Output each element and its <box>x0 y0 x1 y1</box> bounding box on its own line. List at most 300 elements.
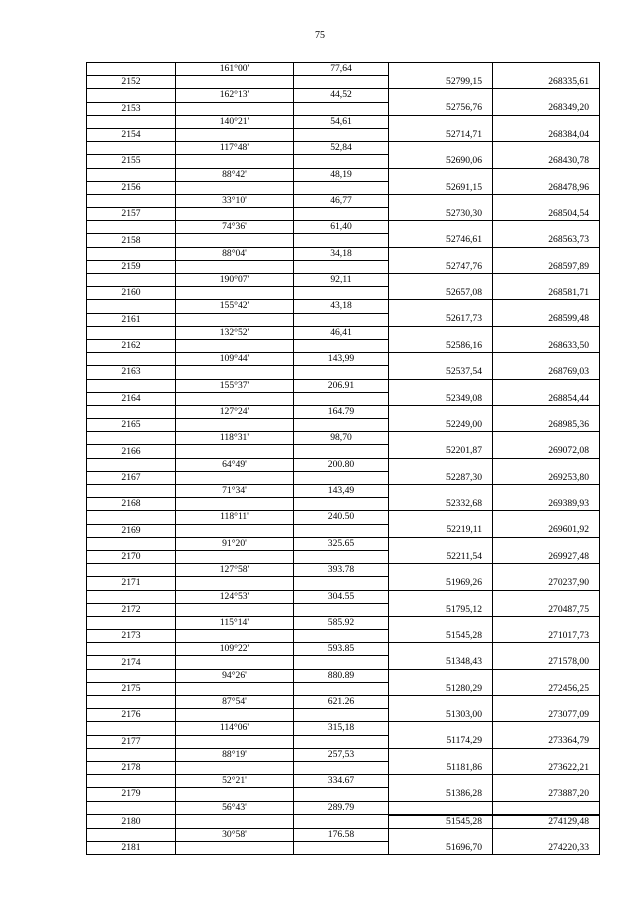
empty-cell <box>176 577 294 590</box>
point-id-cell: 2159 <box>87 260 176 273</box>
y-coordinate-cell: 273622,21 <box>493 761 600 774</box>
empty-cell <box>87 722 176 735</box>
empty-cell <box>294 102 389 115</box>
empty-cell <box>389 748 493 761</box>
empty-cell <box>493 722 600 735</box>
y-coordinate-cell: 269389,93 <box>493 498 600 511</box>
empty-cell <box>176 498 294 511</box>
empty-cell <box>493 775 600 788</box>
y-coordinate-cell: 271017,73 <box>493 630 600 643</box>
empty-cell <box>389 696 493 709</box>
y-coordinate-cell: 268581,71 <box>493 287 600 300</box>
empty-cell <box>389 590 493 603</box>
empty-cell <box>294 445 389 458</box>
angle-cell: 30°58' <box>176 828 294 841</box>
empty-cell <box>493 115 600 128</box>
distance-cell: 52,84 <box>294 142 389 155</box>
point-row <box>87 419 600 432</box>
y-coordinate-cell: 273364,79 <box>493 735 600 748</box>
point-row <box>87 208 600 221</box>
angle-cell: 109°22' <box>176 643 294 656</box>
point-id-cell: 2178 <box>87 761 176 774</box>
angle-row <box>87 643 600 656</box>
y-coordinate-cell: 273077,09 <box>493 709 600 722</box>
empty-cell <box>389 168 493 181</box>
angle-row <box>87 221 600 234</box>
angle-row <box>87 168 600 181</box>
distance-cell: 240.50 <box>294 511 389 524</box>
empty-cell <box>176 842 294 855</box>
empty-cell <box>493 63 600 76</box>
angle-row <box>87 63 600 76</box>
empty-cell <box>493 326 600 339</box>
distance-cell: 143,49 <box>294 485 389 498</box>
empty-cell <box>87 115 176 128</box>
angle-row <box>87 89 600 102</box>
point-id-cell: 2165 <box>87 419 176 432</box>
page-number: 75 <box>315 30 325 41</box>
point-id-cell: 2180 <box>87 815 176 829</box>
empty-cell <box>294 498 389 511</box>
empty-cell <box>87 748 176 761</box>
angle-cell: 109°44' <box>176 353 294 366</box>
distance-cell: 46,41 <box>294 326 389 339</box>
empty-cell <box>493 485 600 498</box>
point-row <box>87 656 600 669</box>
empty-cell <box>294 208 389 221</box>
x-coordinate-cell: 52332,68 <box>389 498 493 511</box>
angle-row <box>87 326 600 339</box>
angle-row <box>87 696 600 709</box>
empty-cell <box>87 274 176 287</box>
empty-cell <box>493 168 600 181</box>
angle-row <box>87 669 600 682</box>
empty-cell <box>176 630 294 643</box>
point-row <box>87 339 600 352</box>
x-coordinate-cell: 52746,61 <box>389 234 493 247</box>
angle-cell: 88°04' <box>176 247 294 260</box>
empty-cell <box>87 194 176 207</box>
y-coordinate-cell: 274129,48 <box>493 815 600 829</box>
angle-row <box>87 590 600 603</box>
empty-cell <box>493 247 600 260</box>
point-id-cell: 2172 <box>87 603 176 616</box>
point-id-cell: 2170 <box>87 550 176 563</box>
angle-row <box>87 748 600 761</box>
empty-cell <box>389 379 493 392</box>
point-row <box>87 682 600 695</box>
empty-cell <box>87 142 176 155</box>
empty-cell <box>294 656 389 669</box>
distance-cell: 143,99 <box>294 353 389 366</box>
angle-cell: 115°14' <box>176 616 294 629</box>
point-id-cell: 2161 <box>87 313 176 326</box>
empty-cell <box>389 115 493 128</box>
empty-cell <box>389 458 493 471</box>
y-coordinate-cell: 272456,25 <box>493 682 600 695</box>
empty-cell <box>389 643 493 656</box>
empty-cell <box>176 102 294 115</box>
point-row <box>87 471 600 484</box>
empty-cell <box>87 432 176 445</box>
empty-cell <box>176 366 294 379</box>
empty-cell <box>294 339 389 352</box>
angle-row <box>87 722 600 735</box>
empty-cell <box>389 300 493 313</box>
angle-cell: 52°21' <box>176 775 294 788</box>
distance-cell: 34,18 <box>294 247 389 260</box>
y-coordinate-cell: 268349,20 <box>493 102 600 115</box>
empty-cell <box>87 89 176 102</box>
empty-cell <box>389 801 493 815</box>
coordinates-table-body <box>87 63 600 855</box>
distance-cell: 176.58 <box>294 828 389 841</box>
x-coordinate-cell: 51174,29 <box>389 735 493 748</box>
point-id-cell: 2171 <box>87 577 176 590</box>
angle-row <box>87 300 600 313</box>
point-row <box>87 234 600 247</box>
angle-row <box>87 142 600 155</box>
point-id-cell: 2163 <box>87 366 176 379</box>
x-coordinate-cell: 51181,86 <box>389 761 493 774</box>
empty-cell <box>176 208 294 221</box>
point-row <box>87 102 600 115</box>
angle-cell: 71°34' <box>176 485 294 498</box>
empty-cell <box>87 221 176 234</box>
empty-cell <box>389 353 493 366</box>
angle-row <box>87 485 600 498</box>
point-id-cell: 2176 <box>87 709 176 722</box>
point-row <box>87 366 600 379</box>
empty-cell <box>176 313 294 326</box>
empty-cell <box>493 564 600 577</box>
angle-cell: 124°53' <box>176 590 294 603</box>
empty-cell <box>294 76 389 89</box>
distance-cell: 257,53 <box>294 748 389 761</box>
empty-cell <box>389 564 493 577</box>
point-id-cell: 2179 <box>87 788 176 801</box>
y-coordinate-cell: 270487,75 <box>493 603 600 616</box>
y-coordinate-cell: 268563,73 <box>493 234 600 247</box>
y-coordinate-cell: 274220,33 <box>493 842 600 855</box>
empty-cell <box>87 300 176 313</box>
point-id-cell: 2155 <box>87 155 176 168</box>
point-id-cell: 2167 <box>87 471 176 484</box>
angle-cell: 132°52' <box>176 326 294 339</box>
point-id-cell: 2164 <box>87 392 176 405</box>
empty-cell <box>389 221 493 234</box>
angle-cell: 91°20' <box>176 537 294 550</box>
point-id-cell: 2156 <box>87 181 176 194</box>
empty-cell <box>389 326 493 339</box>
empty-cell <box>389 405 493 418</box>
distance-cell: 98,70 <box>294 432 389 445</box>
empty-cell <box>87 247 176 260</box>
empty-cell <box>493 537 600 550</box>
angle-cell: 161°00' <box>176 63 294 76</box>
empty-cell <box>176 419 294 432</box>
x-coordinate-cell: 51280,29 <box>389 682 493 695</box>
angle-row <box>87 511 600 524</box>
empty-cell <box>389 274 493 287</box>
y-coordinate-cell: 268335,61 <box>493 76 600 89</box>
point-id-cell: 2169 <box>87 524 176 537</box>
empty-cell <box>493 590 600 603</box>
angle-cell: 162°13' <box>176 89 294 102</box>
point-id-cell: 2175 <box>87 682 176 695</box>
angle-cell: 94°26' <box>176 669 294 682</box>
distance-cell: 585.92 <box>294 616 389 629</box>
empty-cell <box>294 313 389 326</box>
empty-cell <box>176 761 294 774</box>
angle-cell: 88°42' <box>176 168 294 181</box>
angle-row <box>87 405 600 418</box>
point-row <box>87 260 600 273</box>
angle-cell: 140°21' <box>176 115 294 128</box>
angle-row <box>87 274 600 287</box>
distance-cell: 200.80 <box>294 458 389 471</box>
point-row <box>87 392 600 405</box>
empty-cell <box>389 142 493 155</box>
empty-cell <box>176 234 294 247</box>
distance-cell: 334.67 <box>294 775 389 788</box>
distance-cell: 92,11 <box>294 274 389 287</box>
y-coordinate-cell: 269927,48 <box>493 550 600 563</box>
y-coordinate-cell: 268985,36 <box>493 419 600 432</box>
empty-cell <box>176 682 294 695</box>
empty-cell <box>87 485 176 498</box>
distance-cell: 304.55 <box>294 590 389 603</box>
point-row <box>87 709 600 722</box>
point-row <box>87 761 600 774</box>
empty-cell <box>493 458 600 471</box>
distance-cell: 880.89 <box>294 669 389 682</box>
point-id-cell: 2154 <box>87 128 176 141</box>
point-row <box>87 181 600 194</box>
empty-cell <box>176 788 294 801</box>
empty-cell <box>87 168 176 181</box>
angle-row <box>87 775 600 788</box>
empty-cell <box>493 828 600 841</box>
y-coordinate-cell: 268597,89 <box>493 260 600 273</box>
angle-cell: 56°43' <box>176 801 294 815</box>
angle-cell: 33°10' <box>176 194 294 207</box>
empty-cell <box>87 63 176 76</box>
x-coordinate-cell: 52349,08 <box>389 392 493 405</box>
distance-cell: 621.26 <box>294 696 389 709</box>
point-id-cell: 2173 <box>87 630 176 643</box>
point-row <box>87 313 600 326</box>
empty-cell <box>493 643 600 656</box>
empty-cell <box>493 696 600 709</box>
distance-cell: 61,40 <box>294 221 389 234</box>
y-coordinate-cell: 268854,44 <box>493 392 600 405</box>
y-coordinate-cell: 268478,96 <box>493 181 600 194</box>
empty-cell <box>294 709 389 722</box>
angle-row <box>87 353 600 366</box>
distance-cell: 393.78 <box>294 564 389 577</box>
x-coordinate-cell: 52657,08 <box>389 287 493 300</box>
distance-cell: 77,64 <box>294 63 389 76</box>
angle-cell: 127°24' <box>176 405 294 418</box>
empty-cell <box>87 616 176 629</box>
empty-cell <box>176 445 294 458</box>
point-id-cell: 2157 <box>87 208 176 221</box>
empty-cell <box>294 550 389 563</box>
angle-cell: 190°07' <box>176 274 294 287</box>
angle-cell: 155°42' <box>176 300 294 313</box>
x-coordinate-cell: 51348,43 <box>389 656 493 669</box>
y-coordinate-cell: 268504,54 <box>493 208 600 221</box>
point-row <box>87 815 600 829</box>
angle-cell: 117°48' <box>176 142 294 155</box>
angle-cell: 114°06' <box>176 722 294 735</box>
point-row <box>87 735 600 748</box>
distance-cell: 206.91 <box>294 379 389 392</box>
point-row <box>87 842 600 855</box>
empty-cell <box>87 353 176 366</box>
empty-cell <box>389 194 493 207</box>
y-coordinate-cell: 268430,78 <box>493 155 600 168</box>
empty-cell <box>176 181 294 194</box>
empty-cell <box>87 801 176 815</box>
y-coordinate-cell: 273887,20 <box>493 788 600 801</box>
angle-row <box>87 115 600 128</box>
point-row <box>87 155 600 168</box>
empty-cell <box>294 471 389 484</box>
point-id-cell: 2181 <box>87 842 176 855</box>
point-row <box>87 76 600 89</box>
empty-cell <box>294 287 389 300</box>
empty-cell <box>493 405 600 418</box>
empty-cell <box>294 788 389 801</box>
empty-cell <box>87 669 176 682</box>
empty-cell <box>389 537 493 550</box>
empty-cell <box>294 630 389 643</box>
distance-cell: 54,61 <box>294 115 389 128</box>
angle-cell: 118°31' <box>176 432 294 445</box>
empty-cell <box>176 709 294 722</box>
empty-cell <box>389 511 493 524</box>
x-coordinate-cell: 52690,06 <box>389 155 493 168</box>
point-row <box>87 603 600 616</box>
point-row <box>87 445 600 458</box>
empty-cell <box>176 550 294 563</box>
y-coordinate-cell: 271578,00 <box>493 656 600 669</box>
empty-cell <box>389 247 493 260</box>
empty-cell <box>493 616 600 629</box>
point-row <box>87 287 600 300</box>
x-coordinate-cell: 51969,26 <box>389 577 493 590</box>
y-coordinate-cell: 269253,80 <box>493 471 600 484</box>
empty-cell <box>389 616 493 629</box>
angle-row <box>87 458 600 471</box>
angle-row <box>87 194 600 207</box>
empty-cell <box>87 828 176 841</box>
empty-cell <box>176 339 294 352</box>
point-id-cell: 2177 <box>87 735 176 748</box>
empty-cell <box>294 524 389 537</box>
point-row <box>87 550 600 563</box>
empty-cell <box>294 128 389 141</box>
empty-cell <box>493 511 600 524</box>
x-coordinate-cell: 52219,11 <box>389 524 493 537</box>
empty-cell <box>87 537 176 550</box>
distance-cell: 593.85 <box>294 643 389 656</box>
empty-cell <box>294 603 389 616</box>
empty-cell <box>493 221 600 234</box>
y-coordinate-cell: 268633,50 <box>493 339 600 352</box>
angle-row <box>87 801 600 815</box>
empty-cell <box>493 194 600 207</box>
point-id-cell: 2168 <box>87 498 176 511</box>
empty-cell <box>87 590 176 603</box>
x-coordinate-cell: 52756,76 <box>389 102 493 115</box>
empty-cell <box>176 524 294 537</box>
distance-cell: 46,77 <box>294 194 389 207</box>
x-coordinate-cell: 52691,15 <box>389 181 493 194</box>
x-coordinate-cell: 52211,54 <box>389 550 493 563</box>
empty-cell <box>294 815 389 829</box>
angle-row <box>87 432 600 445</box>
empty-cell <box>294 234 389 247</box>
x-coordinate-cell: 52287,30 <box>389 471 493 484</box>
empty-cell <box>493 669 600 682</box>
empty-cell <box>389 485 493 498</box>
x-coordinate-cell: 52747,76 <box>389 260 493 273</box>
empty-cell <box>176 260 294 273</box>
empty-cell <box>389 63 493 76</box>
empty-cell <box>176 735 294 748</box>
empty-cell <box>294 419 389 432</box>
y-coordinate-cell: 270237,90 <box>493 577 600 590</box>
point-row <box>87 498 600 511</box>
empty-cell <box>294 735 389 748</box>
point-row <box>87 128 600 141</box>
point-id-cell: 2162 <box>87 339 176 352</box>
y-coordinate-cell: 269601,92 <box>493 524 600 537</box>
empty-cell <box>294 181 389 194</box>
distance-cell: 164.79 <box>294 405 389 418</box>
empty-cell <box>294 761 389 774</box>
empty-cell <box>294 366 389 379</box>
angle-cell: 87°54' <box>176 696 294 709</box>
point-id-cell: 2158 <box>87 234 176 247</box>
empty-cell <box>176 392 294 405</box>
empty-cell <box>87 643 176 656</box>
x-coordinate-cell: 52537,54 <box>389 366 493 379</box>
empty-cell <box>176 656 294 669</box>
empty-cell <box>87 564 176 577</box>
empty-cell <box>493 89 600 102</box>
x-coordinate-cell: 52617,73 <box>389 313 493 326</box>
point-row <box>87 524 600 537</box>
y-coordinate-cell: 268384,04 <box>493 128 600 141</box>
x-coordinate-cell: 51545,28 <box>389 815 493 829</box>
angle-row <box>87 616 600 629</box>
distance-cell: 315,18 <box>294 722 389 735</box>
point-row <box>87 577 600 590</box>
empty-cell <box>176 471 294 484</box>
empty-cell <box>87 326 176 339</box>
x-coordinate-cell: 52799,15 <box>389 76 493 89</box>
empty-cell <box>493 379 600 392</box>
empty-cell <box>493 748 600 761</box>
distance-cell: 44,52 <box>294 89 389 102</box>
empty-cell <box>493 432 600 445</box>
x-coordinate-cell: 52201,87 <box>389 445 493 458</box>
angle-row <box>87 564 600 577</box>
